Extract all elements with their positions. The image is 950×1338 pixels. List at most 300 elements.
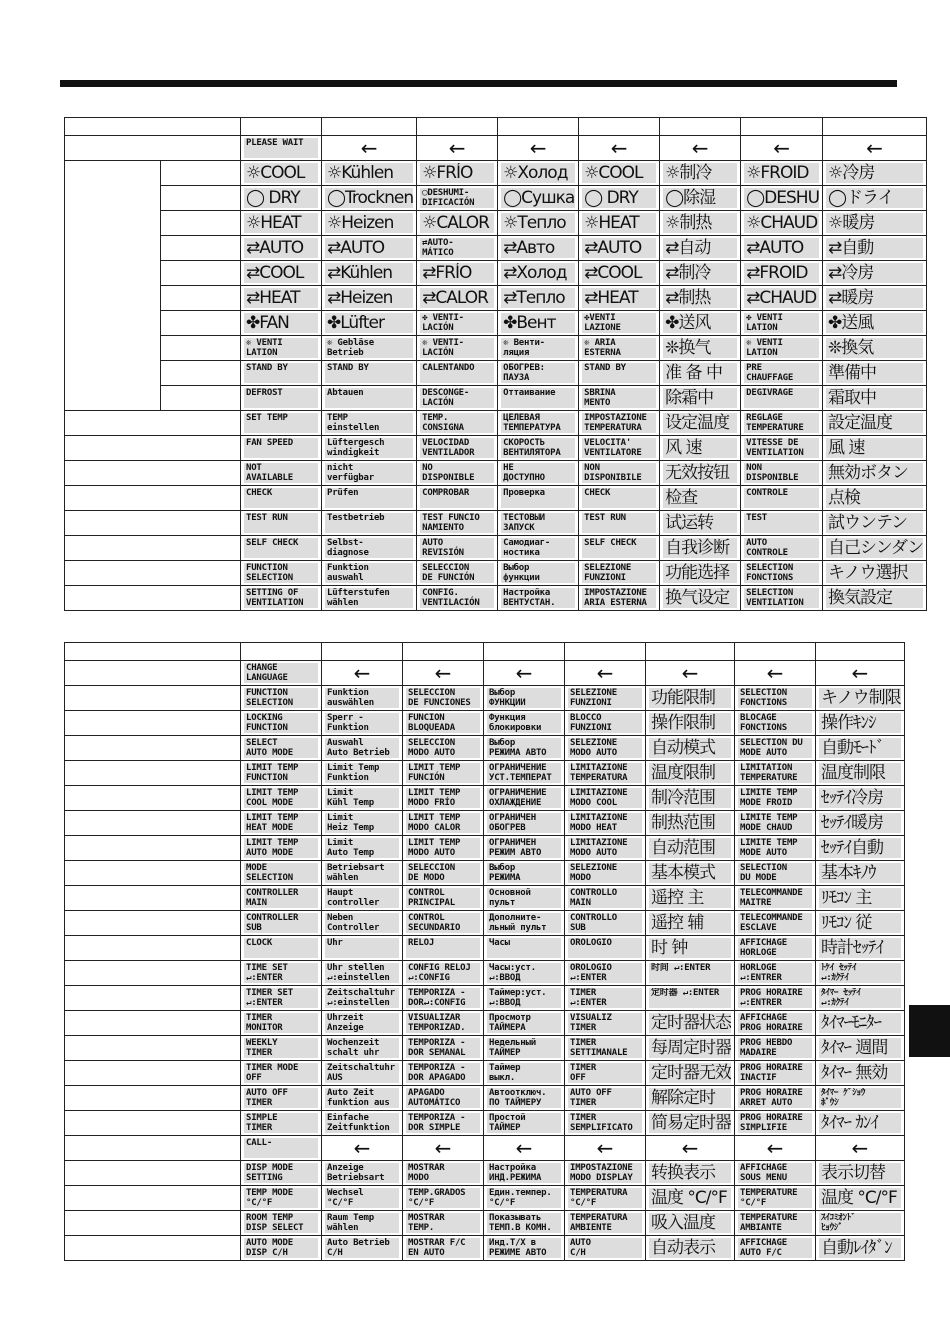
lcd-cell <box>484 661 565 686</box>
header-label-cell <box>65 643 241 661</box>
lcd-cell <box>741 336 823 361</box>
lcd-display-text: 定时器无效 <box>651 1063 731 1083</box>
header-language-cell <box>498 118 579 136</box>
lcd-display-text: 温度限制 <box>649 763 731 783</box>
row-label-cell <box>161 211 241 236</box>
lcd-cell <box>816 886 905 911</box>
lcd-cell <box>484 1086 565 1111</box>
lcd-display-text: 风 速 <box>663 438 737 458</box>
lcd-cell <box>816 861 905 886</box>
row-label-cell <box>65 1061 241 1086</box>
table-row <box>65 536 927 561</box>
lcd-cell <box>646 936 735 961</box>
lcd-cell <box>579 461 660 486</box>
lcd-cell <box>660 161 741 186</box>
lcd-cell <box>322 586 417 611</box>
lcd-cell <box>646 1211 735 1236</box>
lcd-cell <box>735 1061 816 1086</box>
lcd-cell <box>322 361 417 386</box>
lcd-display-text: 准 备 中 <box>663 363 737 383</box>
lcd-display-text: Инд.Т/Х в РЕЖИМЕ АВТО <box>487 1238 561 1258</box>
lcd-cell <box>816 1011 905 1036</box>
lcd-cell <box>322 261 417 286</box>
lcd-display-text: TEMPERATURE °C/°F <box>738 1188 812 1208</box>
lcd-display-text: ☼CHAUD <box>746 213 818 233</box>
lcd-cell <box>484 1186 565 1211</box>
header-language-cell <box>417 118 498 136</box>
table-row <box>65 136 927 161</box>
lcd-cell <box>660 586 741 611</box>
lcd-cell <box>823 261 927 286</box>
lcd-cell <box>241 436 322 461</box>
lcd-cell <box>498 386 579 411</box>
lcd-display-text: Таймер выкл. <box>487 1063 561 1083</box>
lcd-cell <box>816 1036 905 1061</box>
lcd-cell <box>417 236 498 261</box>
lcd-display-text: 遥控 辅 <box>649 913 731 933</box>
lcd-display-text: ☼冷房 <box>826 163 923 183</box>
lcd-display-text: SELEZIONE MODO AUTO <box>568 738 642 758</box>
lcd-display-text: ❊ ARIA ESTERNA <box>582 338 656 358</box>
lcd-display-text: ☼CALOR <box>420 213 494 233</box>
lcd-cell <box>565 961 646 986</box>
same-as-english-arrow: ← <box>851 1136 869 1160</box>
table-row <box>65 1011 905 1036</box>
lcd-display-text: TEMPERATURE AMBIANTE <box>738 1213 812 1233</box>
lcd-cell <box>403 1061 484 1086</box>
lcd-cell <box>735 786 816 811</box>
lcd-display-text: ⇄自動 <box>826 238 923 258</box>
lcd-display-text: Limit Auto Temp <box>325 838 399 858</box>
lcd-cell <box>322 536 417 561</box>
lcd-display-text: LIMITAZIONE MODO HEAT <box>568 813 642 833</box>
lcd-display-text: Wochenzeit schalt uhr <box>325 1038 399 1058</box>
lcd-cell <box>823 586 927 611</box>
lcd-display-text: SELECCIÓN DE MODO <box>406 863 480 883</box>
lcd-cell <box>646 1036 735 1061</box>
table-row <box>65 1061 905 1086</box>
lcd-display-text: Raum Temp wählen <box>325 1213 399 1233</box>
lcd-cell <box>241 761 322 786</box>
table-row <box>65 811 905 836</box>
lcd-display-text: LIMIT TEMP MODO AUTO <box>406 838 480 858</box>
lcd-cell <box>417 561 498 586</box>
lcd-cell <box>816 711 905 736</box>
row-label-cell <box>65 761 241 786</box>
lcd-display-text: ﾀｲﾏｰﾓﾆﾀｰ <box>819 1013 901 1033</box>
lcd-cell <box>735 811 816 836</box>
lcd-cell <box>322 136 417 161</box>
lcd-display-text: TEMP MODE °C/°F <box>244 1188 318 1208</box>
lcd-cell <box>241 1186 322 1211</box>
lcd-display-text: ОГРАНИЧЕН РЕЖИМ АВТО <box>487 838 561 858</box>
lcd-cell <box>322 461 417 486</box>
lcd-cell <box>241 786 322 811</box>
lcd-display-text: LIMIT TEMP MODO CALOR <box>406 813 480 833</box>
lcd-display-text: Auto Zeit funktion aus <box>325 1088 399 1108</box>
top-rule <box>60 80 897 87</box>
lcd-cell <box>741 386 823 411</box>
lcd-display-text: ⇄冷房 <box>826 263 923 283</box>
lcd-cell <box>735 711 816 736</box>
lcd-display-text: Оттаивание <box>501 388 575 408</box>
lcd-cell <box>646 661 735 686</box>
lcd-cell <box>241 1111 322 1136</box>
lcd-cell <box>735 1111 816 1136</box>
lcd-cell <box>579 586 660 611</box>
lcd-display-text: ⇄CALOR <box>420 288 494 308</box>
lcd-display-text: ⇄FROID <box>744 263 819 283</box>
lcd-display-text: STAND BY <box>325 363 413 383</box>
lcd-cell <box>484 1211 565 1236</box>
lcd-cell <box>241 511 322 536</box>
lcd-display-text: 自我诊断 <box>663 538 737 558</box>
lcd-cell <box>579 436 660 461</box>
table-row <box>65 236 927 261</box>
lcd-display-text: SELECCIÓN DE FUNCIONES <box>406 688 480 708</box>
lcd-cell <box>660 536 741 561</box>
header-language-cell <box>741 118 823 136</box>
lcd-cell <box>823 511 927 536</box>
lcd-display-text: ОГРАНИЧЕНИЕ ОХЛАЖДЕНИЕ <box>487 788 561 808</box>
lcd-cell <box>322 1111 403 1136</box>
lcd-display-text: Selbst- diagnose <box>325 538 413 558</box>
lcd-display-text: ⇄AUTO- MÁTICO <box>420 238 494 258</box>
lcd-display-text: LOCKING FUNCTION <box>244 713 318 733</box>
lcd-cell <box>484 711 565 736</box>
lcd-display-text: VELOCITA' VENTILATORE <box>582 438 656 458</box>
same-as-english-arrow: ← <box>681 1136 699 1160</box>
lcd-display-text: ◯ドライ <box>826 188 923 208</box>
lcd-cell <box>322 886 403 911</box>
lcd-display-text: Lüftergesch windigkeit <box>325 438 413 458</box>
lcd-display-text: 除霜中 <box>663 388 737 408</box>
table-row <box>65 1086 905 1111</box>
lcd-display-text: STAND BY <box>582 363 656 383</box>
lcd-cell <box>741 586 823 611</box>
same-as-english-arrow: ← <box>434 661 452 685</box>
lcd-cell <box>565 786 646 811</box>
lcd-display-text: CHANGE LANGUAGE <box>244 663 318 683</box>
lcd-cell <box>816 936 905 961</box>
lcd-cell <box>498 511 579 536</box>
lcd-cell <box>660 486 741 511</box>
lcd-display-text: Abtauen <box>325 388 413 408</box>
lcd-cell <box>498 461 579 486</box>
lcd-cell <box>417 311 498 336</box>
lcd-display-text: Основной пульт <box>487 888 561 908</box>
lcd-cell <box>484 936 565 961</box>
lcd-cell <box>741 461 823 486</box>
lcd-cell <box>417 386 498 411</box>
same-as-english-arrow: ← <box>448 136 466 160</box>
lcd-display-text: Lüfterstufen wählen <box>325 588 413 608</box>
lcd-cell <box>322 1036 403 1061</box>
lcd-cell <box>579 561 660 586</box>
lcd-display-text: SELECTION DU MODE <box>738 863 812 883</box>
lcd-display-text: 自己シンダン <box>828 538 924 558</box>
lcd-cell <box>403 836 484 861</box>
lcd-cell <box>322 336 417 361</box>
table-row <box>65 486 927 511</box>
header-language-cell <box>241 118 322 136</box>
lcd-cell <box>322 311 417 336</box>
lcd-cell <box>579 211 660 236</box>
lcd-cell <box>741 436 823 461</box>
same-as-english-arrow: ← <box>515 661 533 685</box>
lcd-display-text: AFFICHAGE AUTO F/C <box>738 1238 812 1258</box>
lcd-cell <box>322 1161 403 1186</box>
lcd-display-text: Показывать ТЕМП.В КОМН. <box>487 1213 561 1233</box>
lcd-display-text: ОГРАНИЧЕНИЕ УСТ.ТЕМПЕРАТ <box>487 763 561 783</box>
lcd-cell <box>565 1061 646 1086</box>
header-language-cell <box>322 118 417 136</box>
lcd-display-text: ﾀｲﾏｰ ｾｯﾃｲ ↵:ｶｸﾃｲ <box>819 988 901 1008</box>
lcd-display-text: RELOJ <box>406 938 480 958</box>
lcd-cell <box>241 1061 322 1086</box>
lcd-cell <box>241 1136 322 1161</box>
row-label-cell <box>161 386 241 411</box>
lcd-display-text: 風 速 <box>826 438 923 458</box>
lcd-cell <box>646 886 735 911</box>
lcd-display-text: Anzeige Betriebsart <box>325 1163 399 1183</box>
lcd-display-text: TEMPORIZA - DOR SEMANAL <box>406 1038 480 1058</box>
table-row <box>65 711 905 736</box>
lcd-cell <box>579 136 660 161</box>
lcd-display-text: Проверка <box>501 488 575 508</box>
lcd-cell <box>823 336 927 361</box>
lcd-cell <box>735 936 816 961</box>
lcd-cell <box>816 1136 905 1161</box>
lcd-display-text: CONTROLLO SUB <box>568 913 642 933</box>
lcd-cell <box>241 686 322 711</box>
lcd-cell <box>241 286 322 311</box>
lcd-cell <box>403 1161 484 1186</box>
lcd-cell <box>741 161 823 186</box>
lcd-display-text: Sperr - Funktion <box>325 713 399 733</box>
lcd-cell <box>403 1186 484 1211</box>
lcd-display-text: FAN SPEED <box>244 438 318 458</box>
lcd-display-text: BLOCCO FUNZIONI <box>568 713 642 733</box>
lcd-cell <box>565 661 646 686</box>
lcd-cell <box>646 961 735 986</box>
lcd-cell <box>241 536 322 561</box>
lcd-display-text: ❊ VENTI LATION <box>244 338 318 358</box>
lcd-display-text: ⇄AUTO <box>244 238 318 258</box>
lcd-cell <box>660 286 741 311</box>
lcd-display-text: LIMIT TEMP HEAT MODE <box>244 813 318 833</box>
lcd-display-text: TIMER MONITOR <box>244 1013 318 1033</box>
lcd-display-text: Выбор ФУНКЦИИ <box>487 688 561 708</box>
lcd-display-text: ⇄制热 <box>663 288 737 308</box>
lcd-display-text: APAGADO AUTOMÁTICO <box>406 1088 480 1108</box>
lcd-cell <box>579 361 660 386</box>
lcd-display-text: FUNCTION SELECTION <box>244 688 318 708</box>
lcd-cell <box>660 361 741 386</box>
lcd-cell <box>241 236 322 261</box>
row-label-cell <box>65 836 241 861</box>
lcd-cell <box>322 786 403 811</box>
lcd-cell <box>816 736 905 761</box>
lcd-cell <box>646 1061 735 1086</box>
lcd-display-text: TEMPORIZA - DOR APAGADO <box>406 1063 480 1083</box>
lcd-cell <box>823 361 927 386</box>
lcd-display-text: SELEZIONE FUNZIONI <box>582 563 656 583</box>
lcd-cell <box>498 561 579 586</box>
lcd-cell <box>646 811 735 836</box>
lcd-display-text: WEEKLY TIMER <box>244 1038 318 1058</box>
lcd-cell <box>823 461 927 486</box>
lcd-cell <box>823 211 927 236</box>
row-label-cell <box>161 236 241 261</box>
table-row <box>65 661 905 686</box>
lcd-display-text: キノウ選択 <box>826 563 923 583</box>
lcd-cell <box>403 711 484 736</box>
lcd-display-text: ☼COOL <box>582 163 656 183</box>
lcd-cell <box>816 1211 905 1236</box>
lcd-cell <box>660 461 741 486</box>
lcd-cell <box>565 836 646 861</box>
lcd-cell <box>322 736 403 761</box>
row-label-cell <box>161 336 241 361</box>
lcd-display-text: SBRINA MENTO <box>582 388 656 408</box>
lcd-display-text: DISP MODE SETTING <box>244 1163 318 1183</box>
lcd-display-text: 定时器状态 <box>651 1013 731 1033</box>
lcd-display-text: ROOM TEMP DISP SELECT <box>244 1213 318 1233</box>
lcd-display-text: LIMITAZIONE TEMPERATURA <box>568 763 642 783</box>
lcd-cell <box>322 861 403 886</box>
lcd-cell <box>498 411 579 436</box>
row-label-cell <box>161 361 241 386</box>
header-language-cell <box>646 643 735 661</box>
lcd-cell <box>322 686 403 711</box>
lcd-cell <box>823 536 927 561</box>
lcd-display-text: Настройка ИНД.РЕЖИМА <box>487 1163 561 1183</box>
lcd-cell <box>403 811 484 836</box>
lcd-cell <box>241 736 322 761</box>
lcd-cell <box>403 761 484 786</box>
lcd-display-text: ТЕСТОВЫЙ ЗАПУСК <box>501 513 575 533</box>
lcd-display-text: IMPOSTAZIONE ARIA ESTERNA <box>582 588 656 608</box>
lcd-display-text: PROG HORAIRE ↵:ENTRER <box>738 988 812 1008</box>
lcd-cell <box>241 461 322 486</box>
lcd-cell <box>403 961 484 986</box>
lcd-cell <box>565 1111 646 1136</box>
lcd-display-text: VITESSE DE VENTILATION <box>744 438 819 458</box>
lcd-cell <box>565 736 646 761</box>
lcd-cell <box>484 1036 565 1061</box>
lcd-cell <box>660 136 741 161</box>
table-row <box>65 686 905 711</box>
lcd-cell <box>579 411 660 436</box>
header-language-cell <box>816 643 905 661</box>
lcd-cell <box>565 761 646 786</box>
lcd-display-text: SELF CHECK <box>244 538 318 558</box>
lcd-cell <box>417 536 498 561</box>
header-language-cell <box>241 643 322 661</box>
lcd-display-text: SET TEMP <box>244 413 318 433</box>
lcd-cell <box>241 161 322 186</box>
lcd-cell <box>816 811 905 836</box>
lcd-display-text: 温度制限 <box>819 763 901 783</box>
lcd-cell <box>816 1061 905 1086</box>
table-row <box>65 211 927 236</box>
lcd-cell <box>498 236 579 261</box>
lcd-display-text: 转换表示 <box>649 1163 731 1183</box>
lcd-display-text: FUNCIÓN BLOQUEADA <box>406 713 480 733</box>
lcd-cell <box>565 1011 646 1036</box>
lcd-display-text: TIMER MODE OFF <box>244 1063 318 1083</box>
lcd-display-text: TIMER OFF <box>568 1063 642 1083</box>
lcd-cell <box>241 886 322 911</box>
lcd-cell <box>646 986 735 1011</box>
lcd-display-text: Auswahl Auto Betrieb <box>325 738 399 758</box>
lcd-display-text: ☼制冷 <box>663 163 737 183</box>
lcd-cell <box>241 136 322 161</box>
lcd-cell <box>403 1136 484 1161</box>
lcd-display-text: Einfache Zeitfunktion <box>325 1113 399 1133</box>
lcd-cell <box>823 236 927 261</box>
row-label-cell <box>65 1161 241 1186</box>
lcd-display-text: ⇄HEAT <box>582 288 656 308</box>
lcd-display-text: Един.темпер. °C/°F <box>487 1188 561 1208</box>
lcd-cell <box>741 361 823 386</box>
lcd-display-text: ◯ DRY <box>244 188 318 208</box>
row-label-cell <box>65 686 241 711</box>
lcd-cell <box>735 1161 816 1186</box>
lcd-display-text: ☼HEAT <box>244 213 318 233</box>
lcd-display-text: AFFICHAGE HORLOGE <box>738 938 812 958</box>
lcd-cell <box>660 236 741 261</box>
lcd-cell <box>417 286 498 311</box>
table-row <box>65 161 927 186</box>
lcd-cell <box>816 786 905 811</box>
row-label-cell <box>65 1011 241 1036</box>
lcd-cell <box>660 561 741 586</box>
lcd-cell <box>741 536 823 561</box>
lcd-display-text: ⇄CHAUD <box>744 288 819 308</box>
lcd-cell <box>816 1086 905 1111</box>
lcd-cell <box>417 461 498 486</box>
lcd-display-text: TEMPERATURA °C/°F <box>568 1188 642 1208</box>
lcd-cell <box>741 511 823 536</box>
group-label-cell <box>65 161 161 411</box>
row-label-cell <box>65 786 241 811</box>
lcd-cell <box>579 386 660 411</box>
lcd-cell <box>241 811 322 836</box>
lcd-cell <box>816 1186 905 1211</box>
lcd-cell <box>498 336 579 361</box>
lcd-cell <box>735 1211 816 1236</box>
lcd-cell <box>241 1161 322 1186</box>
lcd-cell <box>565 811 646 836</box>
lcd-display-text: ⇄Heizen <box>325 288 413 308</box>
lcd-cell <box>322 211 417 236</box>
lcd-cell <box>322 936 403 961</box>
same-as-english-arrow: ← <box>681 661 699 685</box>
lcd-cell <box>565 1086 646 1111</box>
lcd-display-text: ◯Trocknen <box>327 188 414 208</box>
lcd-display-text: MOSTRAR TEMP. <box>406 1213 480 1233</box>
lcd-cell <box>565 1161 646 1186</box>
lcd-display-text: BLOCAGE FONCTIONS <box>738 713 812 733</box>
lcd-display-text: TELECOMMANDE ESCLAVE <box>738 913 812 933</box>
lcd-display-text: 时 钟 <box>649 938 731 958</box>
lcd-display-text: ﾘﾓｺﾝ 主 <box>819 888 901 908</box>
row-label-cell <box>65 486 241 511</box>
lcd-display-text: TELECOMMANDE MAITRE <box>738 888 812 908</box>
lcd-cell <box>823 436 927 461</box>
